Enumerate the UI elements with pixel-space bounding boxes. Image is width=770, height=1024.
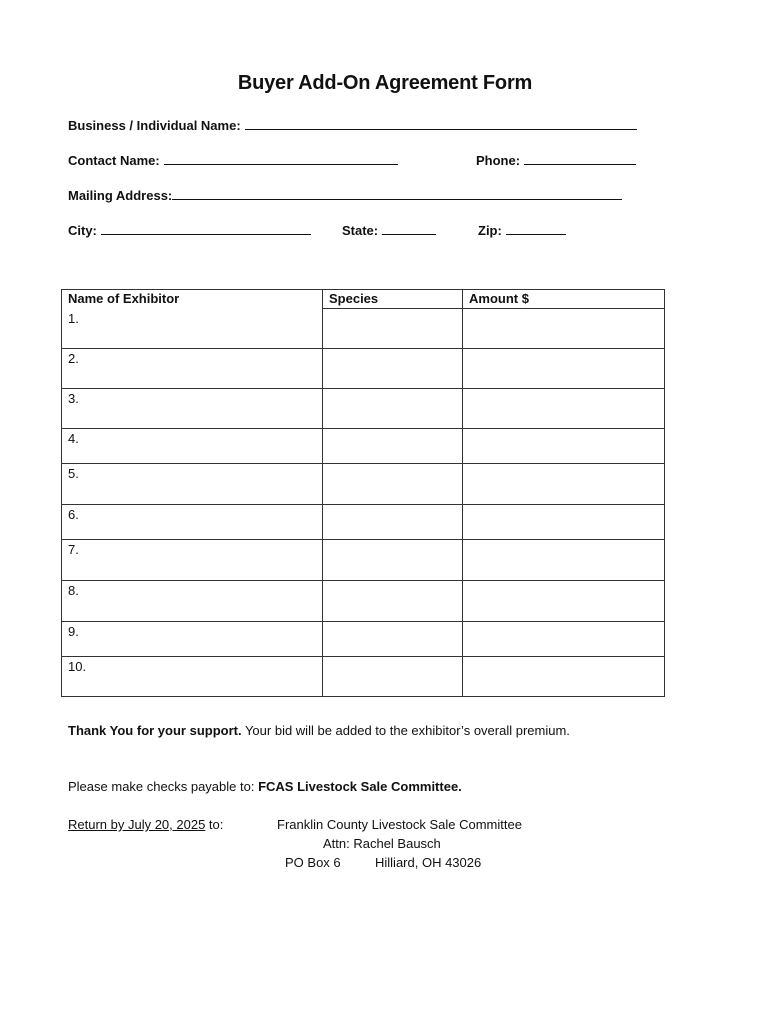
business-name-field[interactable] — [68, 117, 637, 133]
thank-you-bold: Thank You for your support. — [68, 723, 242, 738]
row-number[interactable]: 4. — [62, 429, 323, 464]
table-row — [62, 464, 665, 505]
mailing-address-field[interactable] — [68, 187, 622, 203]
city-field[interactable] — [68, 222, 311, 238]
checks-payable-prefix: Please make checks payable to: — [68, 779, 259, 794]
table-row — [62, 505, 665, 540]
city-line[interactable] — [101, 222, 311, 235]
species-cell[interactable] — [323, 349, 463, 389]
return-deadline-line — [68, 817, 223, 832]
return-deadline: Return by July 20, 2025 — [68, 817, 206, 832]
table-header-row — [62, 290, 665, 309]
header-name-of-exhibitor: Name of Exhibitor — [62, 290, 323, 309]
row-number[interactable]: 1. — [62, 309, 323, 349]
amount-cell[interactable] — [463, 657, 665, 697]
amount-cell[interactable] — [463, 540, 665, 581]
species-cell[interactable] — [323, 464, 463, 505]
table-row — [62, 429, 665, 464]
contact-name-label: Contact Name: — [68, 153, 160, 168]
species-cell[interactable] — [323, 540, 463, 581]
amount-cell[interactable] — [463, 505, 665, 540]
table-row — [62, 349, 665, 389]
amount-cell[interactable] — [463, 349, 665, 389]
phone-label: Phone: — [476, 153, 521, 168]
row-number[interactable]: 8. — [62, 581, 323, 622]
amount-cell[interactable] — [463, 622, 665, 657]
amount-cell[interactable] — [463, 389, 665, 429]
state-label: State: — [342, 223, 379, 238]
thank-you-text: Your bid will be added to the exhibitor’s overall premium. — [241, 723, 570, 738]
amount-cell[interactable] — [463, 464, 665, 505]
phone-field[interactable] — [476, 152, 636, 168]
return-org: Franklin County Livestock Sale Committee — [277, 817, 522, 832]
form-title: Buyer Add-On Agreement Form — [237, 72, 533, 94]
amount-cell[interactable] — [463, 309, 665, 349]
row-number[interactable]: 6. — [62, 505, 323, 540]
zip-line[interactable] — [506, 222, 566, 235]
return-to: to: — [205, 817, 224, 832]
state-field[interactable] — [342, 222, 436, 238]
zip-field[interactable] — [478, 222, 566, 238]
state-line[interactable] — [382, 222, 436, 235]
mailing-address-label: Mailing Address: — [68, 188, 173, 203]
species-cell[interactable] — [323, 657, 463, 697]
return-attn: Attn: Rachel Bausch — [323, 836, 441, 851]
table-row — [62, 309, 665, 349]
row-number[interactable]: 10. — [62, 657, 323, 697]
table-row — [62, 389, 665, 429]
exhibitor-table — [61, 289, 665, 697]
city-label: City: — [68, 223, 97, 238]
checks-payee: FCAS Livestock Sale Committee. — [258, 779, 462, 794]
species-cell[interactable] — [323, 581, 463, 622]
amount-cell[interactable] — [463, 429, 665, 464]
contact-name-line[interactable] — [164, 152, 398, 165]
species-cell[interactable] — [323, 309, 463, 349]
row-number[interactable]: 9. — [62, 622, 323, 657]
table-row — [62, 540, 665, 581]
row-number[interactable]: 7. — [62, 540, 323, 581]
thank-you-note — [68, 723, 570, 738]
table-row — [62, 657, 665, 697]
table-row — [62, 581, 665, 622]
table-row — [62, 622, 665, 657]
zip-label: Zip: — [478, 223, 502, 238]
species-cell[interactable] — [323, 622, 463, 657]
header-species: Species — [323, 290, 463, 309]
species-cell[interactable] — [323, 505, 463, 540]
row-number[interactable]: 5. — [62, 464, 323, 505]
row-number[interactable]: 3. — [62, 389, 323, 429]
business-name-line[interactable] — [245, 117, 637, 130]
business-name-label: Business / Individual Name: — [68, 118, 241, 133]
phone-line[interactable] — [524, 152, 636, 165]
header-amount: Amount $ — [463, 290, 665, 309]
amount-cell[interactable] — [463, 581, 665, 622]
checks-payable-line — [68, 779, 462, 794]
species-cell[interactable] — [323, 429, 463, 464]
species-cell[interactable] — [323, 389, 463, 429]
return-city-state-zip: Hilliard, OH 43026 — [375, 855, 482, 870]
contact-name-field[interactable] — [68, 152, 398, 168]
row-number[interactable]: 2. — [62, 349, 323, 389]
return-po-box: PO Box 6 — [285, 855, 341, 870]
mailing-address-line[interactable] — [172, 187, 622, 200]
